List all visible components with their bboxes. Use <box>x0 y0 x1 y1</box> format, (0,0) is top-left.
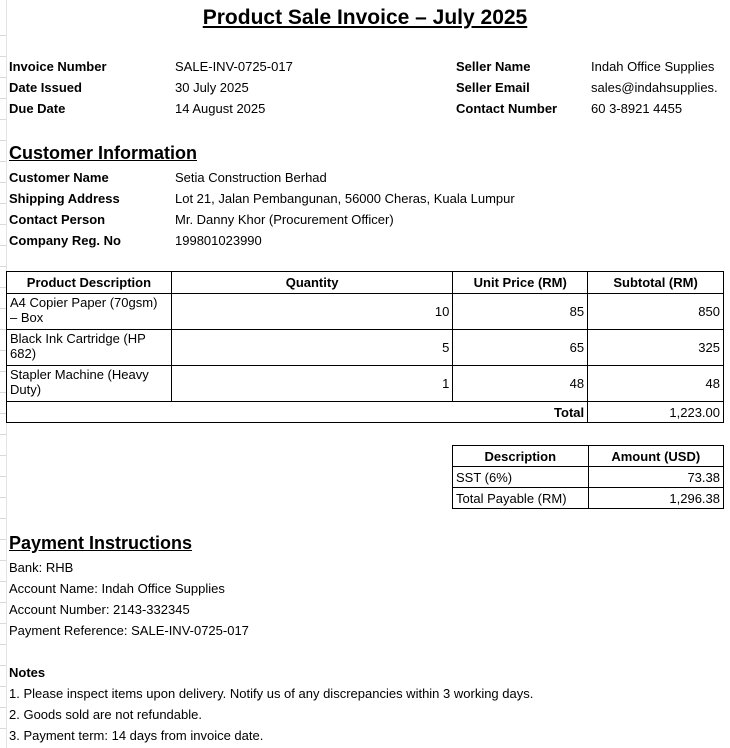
company-reg-label: Company Reg. No <box>9 233 121 248</box>
table-row <box>7 366 724 402</box>
payment-instructions-heading: Payment Instructions <box>9 533 193 553</box>
product-description: Stapler Machine (Heavy Duty) <box>7 366 172 402</box>
row-gutter-tick <box>0 140 6 141</box>
total-row <box>7 402 724 423</box>
column-header: Amount (USD) <box>588 446 723 467</box>
row-gutter-tick <box>0 182 6 183</box>
tax-description: Total Payable (RM) <box>453 488 589 509</box>
subtotal: 48 <box>588 366 724 402</box>
row-gutter-tick <box>0 98 6 99</box>
tax-table <box>452 445 724 509</box>
product-description: A4 Copier Paper (70gsm) – Box <box>7 294 172 330</box>
tax-amount: 73.38 <box>588 467 723 488</box>
shipping-address-label: Shipping Address <box>9 191 120 206</box>
payment-reference-line: Payment Reference: SALE-INV-0725-017 <box>9 623 249 638</box>
date-issued-value: 30 July 2025 <box>175 80 249 95</box>
due-date-label: Due Date <box>9 101 66 116</box>
row-gutter-tick <box>0 203 6 204</box>
account-name-line: Account Name: Indah Office Supplies <box>9 581 225 596</box>
items-header-row <box>7 272 724 294</box>
row-gutter-tick <box>0 266 6 267</box>
note-item: 3. Payment term: 14 days from invoice date. <box>9 728 264 743</box>
product-description: Black Ink Cartridge (HP 682) <box>7 330 172 366</box>
row-gutter-tick <box>0 707 6 708</box>
row-gutter-tick <box>0 161 6 162</box>
empty-cell <box>7 402 172 423</box>
customer-name-label: Customer Name <box>9 170 109 185</box>
row-gutter-tick <box>0 119 6 120</box>
row-gutter-tick <box>0 224 6 225</box>
row-gutter-tick <box>0 581 6 582</box>
shipping-address-value: Lot 21, Jalan Pembangunan, 56000 Cheras, Kuala Lumpur <box>175 191 515 206</box>
customer-name-value: Setia Construction Berhad <box>175 170 327 185</box>
note-item: 1. Please inspect items upon delivery. Notify us of any discrepancies within 3 working days. <box>9 686 534 701</box>
unit-price: 65 <box>453 330 588 366</box>
invoice-number-label: Invoice Number <box>9 59 107 74</box>
row-gutter-tick <box>0 644 6 645</box>
subtotal: 325 <box>588 330 724 366</box>
subtotal: 850 <box>588 294 724 330</box>
row-gutter-tick <box>0 623 6 624</box>
unit-price: 48 <box>453 366 588 402</box>
row-gutter-tick <box>0 77 6 78</box>
quantity: 10 <box>171 294 453 330</box>
note-item: 2. Goods sold are not refundable. <box>9 707 202 722</box>
table-row <box>7 294 724 330</box>
row-gutter-tick <box>0 539 6 540</box>
total-label: Total <box>453 402 588 423</box>
row-gutter-tick <box>0 497 6 498</box>
tax-header-row <box>453 446 724 467</box>
row-gutter-tick <box>0 35 6 36</box>
items-table <box>6 271 724 423</box>
seller-name-value: Indah Office Supplies <box>591 59 715 74</box>
notes-heading: Notes <box>9 665 46 680</box>
row-gutter-tick <box>0 434 6 435</box>
table-row <box>7 330 724 366</box>
tax-description: SST (6%) <box>453 467 589 488</box>
bank-line: Bank: RHB <box>9 560 74 575</box>
column-header: Product Description <box>7 272 172 294</box>
tax-amount: 1,296.38 <box>588 488 723 509</box>
column-header: Description <box>453 446 589 467</box>
contact-number-label: Contact Number <box>456 101 558 116</box>
seller-email-label: Seller Email <box>456 80 530 95</box>
row-gutter-tick <box>0 518 6 519</box>
company-reg-value: 199801023990 <box>175 233 262 248</box>
row-gutter-tick <box>0 455 6 456</box>
column-header: Quantity <box>171 272 453 294</box>
table-row <box>453 488 724 509</box>
customer-info-heading: Customer Information <box>9 143 198 163</box>
due-date-value: 14 August 2025 <box>175 101 266 116</box>
account-number-line: Account Number: 2143-332345 <box>9 602 190 617</box>
unit-price: 85 <box>453 294 588 330</box>
row-gutter-tick <box>0 476 6 477</box>
invoice-number-value: SALE-INV-0725-017 <box>175 59 293 74</box>
column-header: Unit Price (RM) <box>453 272 588 294</box>
column-header: Subtotal (RM) <box>588 272 724 294</box>
seller-name-label: Seller Name <box>456 59 531 74</box>
row-gutter-tick <box>0 560 6 561</box>
contact-number-value: 60 3-8921 4455 <box>591 101 683 116</box>
contact-person-label: Contact Person <box>9 212 106 227</box>
date-issued-label: Date Issued <box>9 80 82 95</box>
row-gutter-tick <box>0 728 6 729</box>
row-gutter-tick <box>0 686 6 687</box>
row-gutter-tick <box>0 602 6 603</box>
row-gutter-tick <box>0 665 6 666</box>
quantity: 5 <box>171 330 453 366</box>
page-title: Product Sale Invoice – July 2025 <box>202 6 528 29</box>
quantity: 1 <box>171 366 453 402</box>
row-gutter-tick <box>0 56 6 57</box>
total-value: 1,223.00 <box>588 402 724 423</box>
table-row <box>453 467 724 488</box>
contact-person-value: Mr. Danny Khor (Procurement Officer) <box>175 212 394 227</box>
row-gutter-tick <box>0 245 6 246</box>
empty-cell <box>171 402 453 423</box>
seller-email-value: sales@indahsupplies. <box>591 80 718 95</box>
